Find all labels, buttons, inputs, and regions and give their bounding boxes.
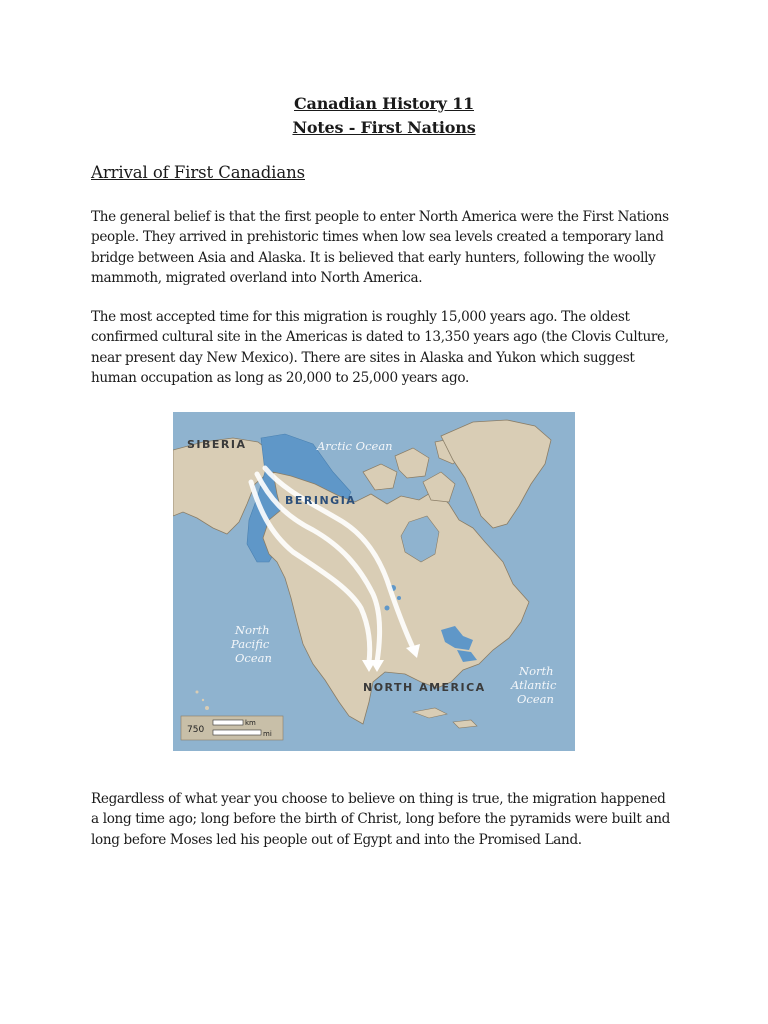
north-america-label: NORTH AMERICA [363, 681, 486, 694]
pacific-island [202, 699, 204, 701]
map-scale-bar [181, 716, 283, 740]
paragraph-long-ago [91, 789, 681, 850]
pacific-island [205, 706, 209, 710]
paragraph-line: human occupation as long as 20,000 to 25,000 years ago. [91, 369, 469, 386]
paragraph-line: mammoth, migrated overland into North America. [91, 269, 423, 286]
paragraph-line: near present day New Mexico). There are sites in Alaska and Yukon which suggest [91, 349, 635, 366]
lake [397, 596, 401, 600]
paragraph-line: The general belief is that the first people to enter North America were the First Nations [91, 209, 669, 225]
lake [385, 606, 390, 611]
scale-unit-km: km [245, 719, 256, 727]
pacific-island [196, 691, 199, 694]
beringia-label: BERINGIA [285, 494, 357, 507]
paragraph-line: a long time ago; long before the birth of Christ, long before the pyramids were built and [91, 811, 670, 828]
section-heading: Arrival of First Canadians [91, 163, 305, 182]
paragraph-line: The most accepted time for this migration is roughly 15,000 years ago. The oldest [91, 309, 630, 325]
scale-bar-mi [213, 730, 261, 735]
beringia-migration-map [173, 412, 575, 751]
north-atlantic-label-3: Ocean [517, 692, 554, 706]
arctic-ocean-label: Arctic Ocean [317, 439, 393, 453]
paragraph-line: confirmed cultural site in the Americas is dated to 13,350 years ago (the Clovis Culture, [91, 329, 669, 346]
course-title: Canadian History 11 [294, 94, 474, 113]
paragraph-migration-time [91, 307, 681, 388]
scale-unit-mi: mi [263, 730, 272, 738]
paragraph-line: long before Moses led his people out of Egypt and into the Promised Land. [91, 831, 582, 848]
paragraph-line: people. They arrived in prehistoric times when low sea levels created a temporary land [91, 229, 664, 246]
north-pacific-label-2: Pacific [231, 637, 270, 651]
notes-title: Notes - First Nations [292, 118, 476, 137]
paragraph-line: bridge between Asia and Alaska. It is believed that early hunters, following the woolly [91, 249, 656, 266]
paragraph-line: Regardless of what year you choose to believe on thing is true, the migration happened [91, 791, 666, 807]
north-pacific-label-1: North [235, 623, 270, 637]
document-title [0, 92, 768, 140]
scale-bar-km [213, 720, 243, 725]
north-atlantic-label-2: Atlantic [511, 678, 557, 692]
paragraph-first-people [91, 207, 681, 288]
north-atlantic-label-1: North [519, 664, 554, 678]
scale-value: 750 [187, 725, 205, 735]
siberia-label: SIBERIA [187, 438, 247, 451]
north-pacific-label-3: Ocean [235, 651, 272, 665]
